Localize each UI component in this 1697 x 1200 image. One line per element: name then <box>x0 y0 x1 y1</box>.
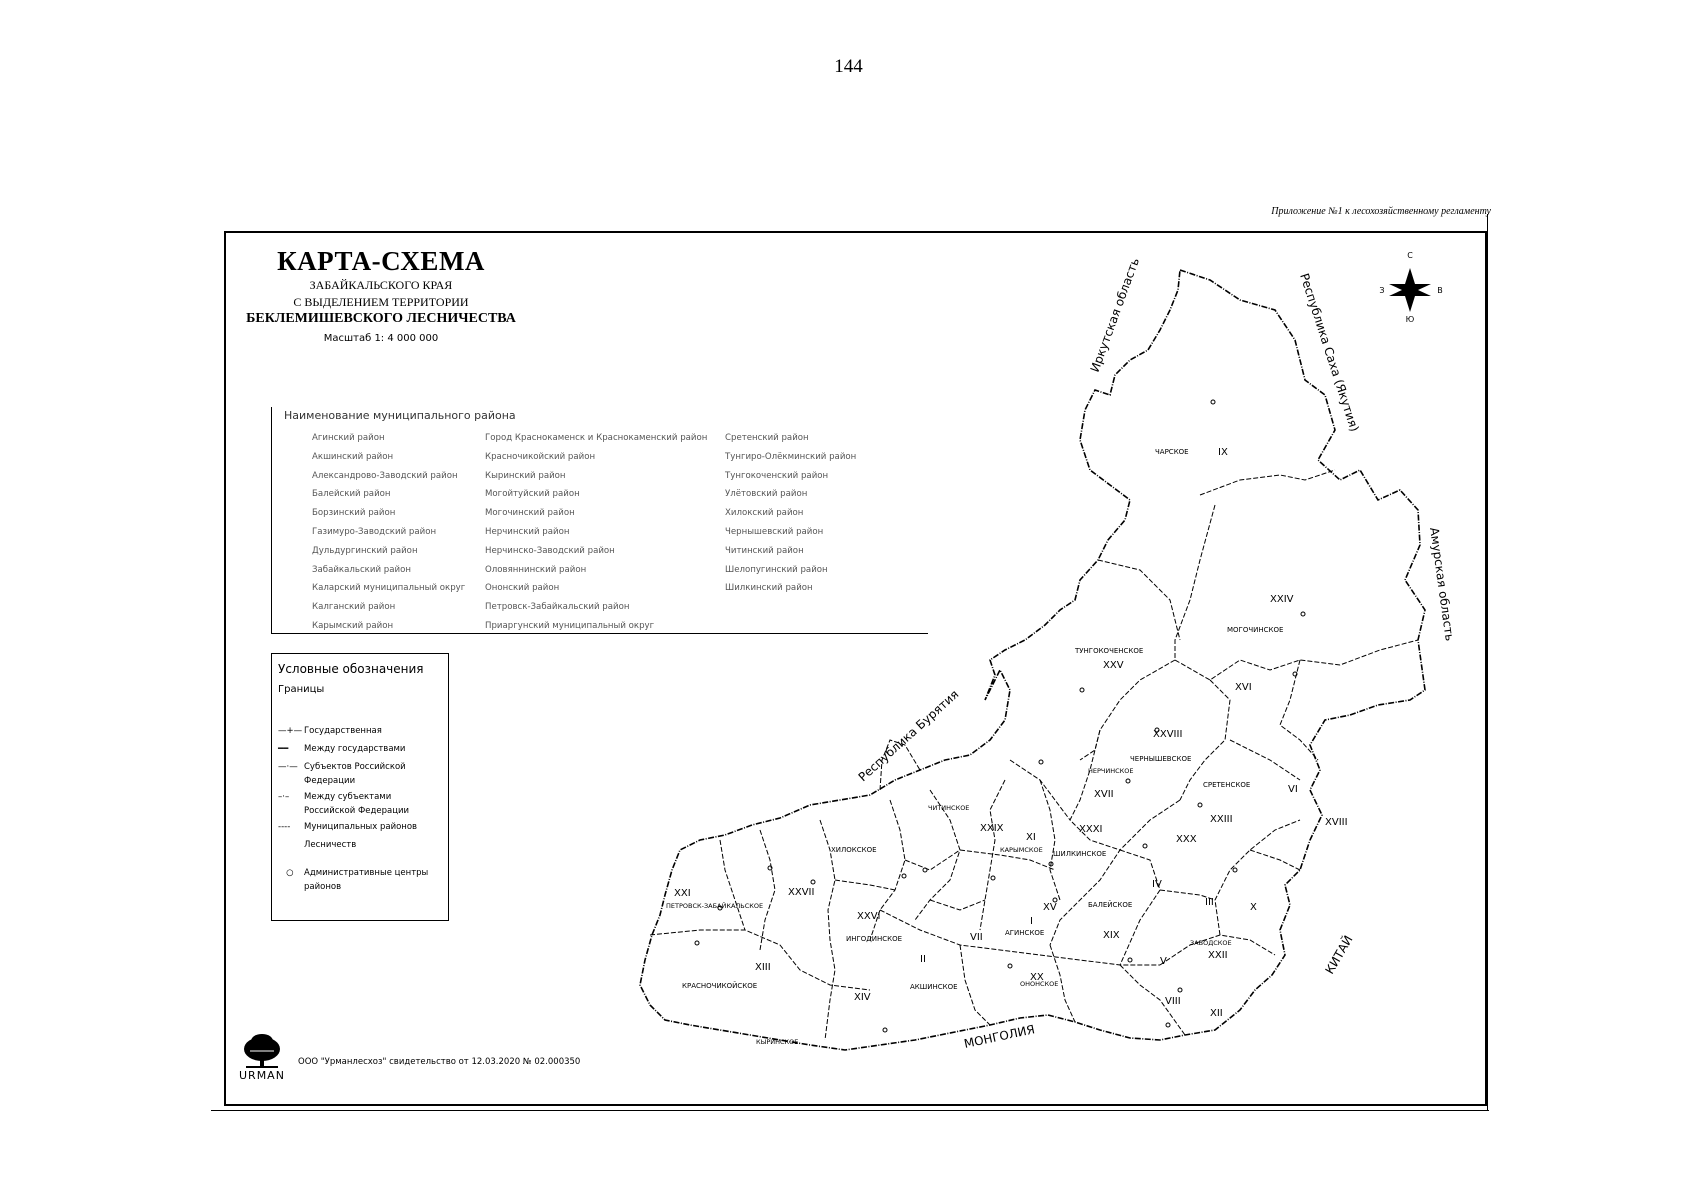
region-name: СРЕТЕНСКОЕ <box>1203 781 1251 789</box>
region-name: ЗАВОДСКОЕ <box>1190 939 1232 947</box>
region-name: ЧАРСКОЕ <box>1155 448 1189 456</box>
region-roman: XII <box>1210 1008 1223 1019</box>
region-roman: XXVI <box>857 911 881 922</box>
list-item: Газимуро-Заводский район <box>312 526 437 537</box>
region-roman: III <box>1205 897 1214 908</box>
list-item: Тунгиро-Олёкминский район <box>725 451 857 462</box>
region-roman: XXVIII <box>1153 729 1183 740</box>
legend-subtitle: Границы <box>278 684 325 695</box>
region-name: ШИЛКИНСКОЕ <box>1053 850 1107 858</box>
compass-rose <box>1379 251 1442 324</box>
region-roman: XXIII <box>1210 814 1233 825</box>
list-item: Дульдургинский район <box>312 545 418 556</box>
label-irkutsk: Иркутская область <box>1087 255 1143 375</box>
region-name: ЧЕРНЫШЕВСКОЕ <box>1130 755 1192 763</box>
region-roman: XXV <box>1103 660 1124 671</box>
region-name: БАЛЕЙСКОЕ <box>1088 901 1133 909</box>
copyright-note: ООО "Урманлесхоз" свидетельство от 12.03.2020 № 02.000350 <box>298 1057 581 1067</box>
municipalities-column-1 <box>292 429 465 636</box>
region-name: ИНГОДИНСКОЕ <box>846 935 903 943</box>
list-item: Петровск-Забайкальский район <box>485 602 630 613</box>
region-roman: XXIX <box>980 823 1004 834</box>
title-block <box>228 246 534 344</box>
region-name: КЫРИНСКОЕ <box>756 1038 799 1046</box>
appendix-note: Приложение №1 к лесохозяйственному регламенту <box>1271 206 1491 217</box>
list-item: Калганский район <box>312 602 396 613</box>
compass-north: С <box>1407 251 1413 260</box>
municipalities-heading: Наименование муниципального района <box>284 409 516 422</box>
legend-item: –·– Между субъектами Российской Федерации <box>278 792 410 816</box>
region-name: ПЕТРОВСК-ЗАБАЙКАЛЬСКОЕ <box>666 902 764 910</box>
compass-west: З <box>1379 286 1385 295</box>
region-roman: V <box>1160 956 1167 967</box>
region-name: АКШИНСКОЕ <box>910 983 958 991</box>
region-roman: XX <box>1030 972 1044 983</box>
region-roman: XXXI <box>1079 824 1103 835</box>
region-roman: XIII <box>755 962 771 973</box>
region-roman: XV <box>1043 902 1057 913</box>
list-item: Нерчинский район <box>485 526 570 537</box>
legend-title: Условные обозначения <box>278 662 424 676</box>
region-roman: IV <box>1152 879 1162 890</box>
list-item: Могочинский район <box>485 508 575 519</box>
region-roman: X <box>1250 902 1257 913</box>
legend-box <box>271 653 449 921</box>
region-roman: XI <box>1026 832 1036 843</box>
region-roman: VI <box>1288 784 1298 795</box>
region-roman: XIX <box>1103 930 1120 941</box>
region-name: АГИНСКОЕ <box>1005 929 1045 937</box>
legend-item: ━━ Между государствами <box>278 744 406 754</box>
list-item: Карымский район <box>312 620 394 631</box>
list-item: Оловяннинский район <box>485 564 587 575</box>
logo-text: URMAN <box>239 1069 285 1082</box>
list-item: Тунгокоченский район <box>725 470 829 481</box>
municipalities-column-3 <box>705 429 856 598</box>
region-roman: XIV <box>854 992 871 1003</box>
region-name: МОГОЧИНСКОЕ <box>1227 626 1284 634</box>
list-item: Красночикойский район <box>485 451 596 462</box>
legend-item: Лесничеств <box>304 840 357 850</box>
list-item: Борзинский район <box>312 508 396 519</box>
label-sakha: Республика Саха (Якутия) <box>1297 271 1362 434</box>
region-roman: VIII <box>1165 996 1181 1007</box>
list-item: Хилокский район <box>725 508 804 519</box>
legend-item: —+— Государственная <box>278 726 382 736</box>
label-mongolia: МОНГОЛИЯ <box>962 1022 1036 1051</box>
list-item: Александрово-Заводский район <box>312 470 458 481</box>
list-item: Приаргунский муниципальный округ <box>485 620 655 631</box>
region-roman: XXX <box>1176 834 1197 845</box>
list-item: Нерчинско-Заводский район <box>485 545 615 556</box>
region-roman: XVIII <box>1325 817 1348 828</box>
region-name: ЧИТИНСКОЕ <box>928 804 970 812</box>
region-roman: XVI <box>1235 682 1252 693</box>
list-item: Сретенский район <box>725 433 809 443</box>
list-item: Город Краснокаменск и Краснокаменский район <box>485 433 708 443</box>
list-item: Балейский район <box>312 489 391 500</box>
region-name: ТУНГОКОЧЕНСКОЕ <box>1075 647 1144 655</box>
list-item: Читинский район <box>725 545 804 556</box>
neighbor-labels <box>856 256 1457 1051</box>
list-item: Могойтуйский район <box>485 489 580 500</box>
list-item: Шилкинский район <box>725 583 813 594</box>
map-subtitle-line2: С ВЫДЕЛЕНИЕМ ТЕРРИТОРИИ <box>293 295 469 309</box>
compass-south: Ю <box>1405 315 1415 324</box>
forestry-name: БЕКЛЕМИШЕВСКОГО ЛЕСНИЧЕСТВА <box>246 311 516 326</box>
label-buryatia: Республика Бурятия <box>855 687 962 785</box>
map-title: КАРТА-СХЕМА <box>277 246 485 276</box>
region-roman: II <box>920 954 926 965</box>
list-item: Ононский район <box>485 583 560 594</box>
map-scale: Масштаб 1: 4 000 000 <box>323 333 439 344</box>
region-name: НЕРЧИНСКОЕ <box>1088 767 1134 775</box>
map-subtitle-line1: ЗАБАЙКАЛЬСКОГО КРАЯ <box>309 278 453 292</box>
legend-item: ---- Муниципальных районов <box>278 822 418 832</box>
region-roman: VII <box>970 932 983 943</box>
region-name: ХИЛОКСКОЕ <box>831 846 877 854</box>
region-roman: I <box>1030 916 1033 927</box>
legend-item: —·— Субъектов Российской Федерации <box>278 762 406 786</box>
region-roman: XXII <box>1208 950 1228 961</box>
list-item: Акшинский район <box>312 451 394 462</box>
region-roman: XXVII <box>788 887 815 898</box>
list-item: Агинский район <box>312 433 385 443</box>
legend-item: ○ Административные центры районов <box>278 868 429 892</box>
region-roman: XXIV <box>1270 594 1294 605</box>
list-item: Шелопугинский район <box>725 564 828 575</box>
list-item: Забайкальский район <box>312 564 411 575</box>
label-china: КИТАЙ <box>1322 933 1356 977</box>
page-number: 144 <box>834 56 863 77</box>
municipalities-table <box>271 407 928 634</box>
label-amur: Амурская область <box>1427 526 1457 642</box>
municipalities-column-2 <box>465 429 707 636</box>
compass-east: В <box>1437 286 1443 295</box>
region-roman: XVII <box>1094 789 1114 800</box>
list-item: Каларский муниципальный округ <box>312 583 466 594</box>
region-roman: IX <box>1218 447 1228 458</box>
list-item: Кыринский район <box>485 470 566 481</box>
region-roman: XXI <box>674 888 691 899</box>
region-name: ОНОНСКОЕ <box>1020 980 1059 988</box>
list-item: Улётовский район <box>725 489 808 500</box>
region-name: КАРЫМСКОЕ <box>1000 846 1043 854</box>
list-item: Чернышевский район <box>725 526 824 537</box>
region-name: КРАСНОЧИКОЙСКОЕ <box>682 982 758 990</box>
